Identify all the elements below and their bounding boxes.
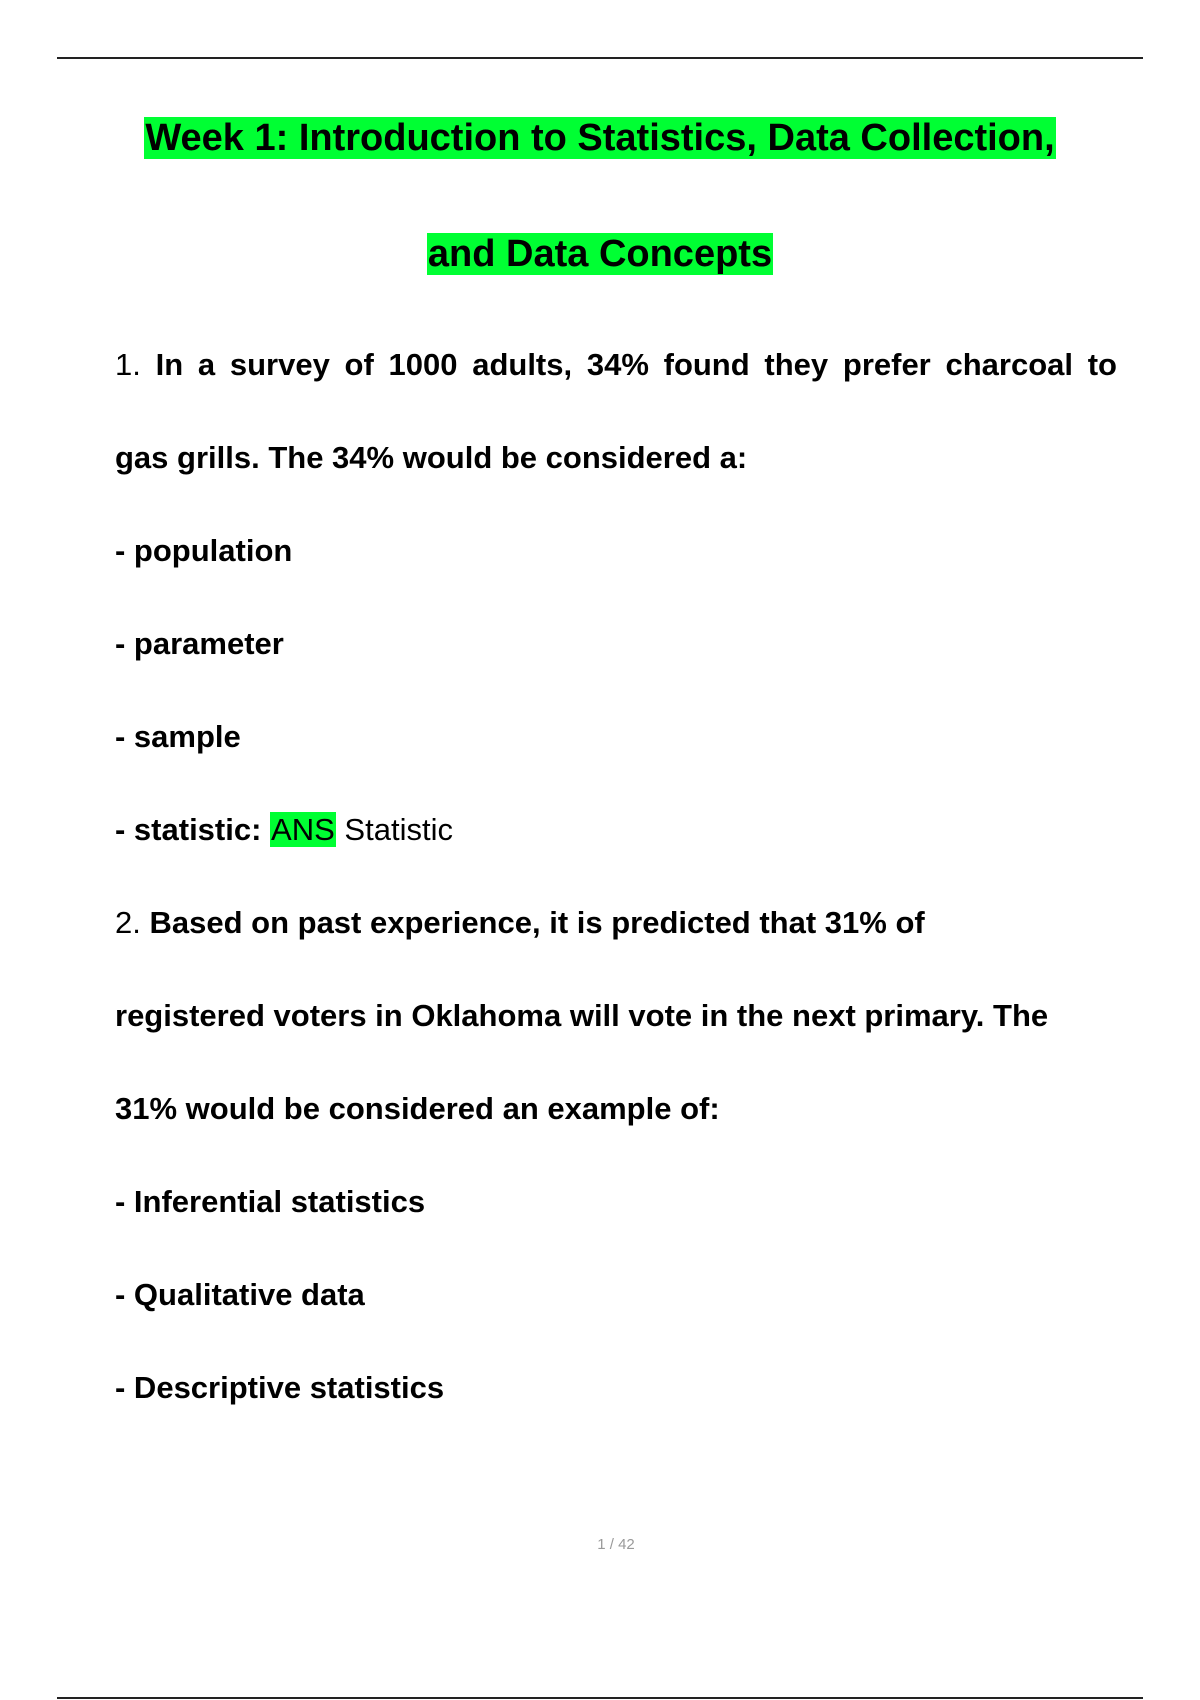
title-highlight-2: and Data Concepts: [427, 233, 773, 275]
question-1-option-4-label: - statistic:: [115, 812, 262, 847]
question-2-line-2: registered voters in Oklahoma will vote in the next primary. The: [115, 998, 1049, 1033]
question-1-option-3: - sample: [115, 719, 241, 754]
question-1-option-4: [115, 810, 453, 850]
answer-tag: ANS: [271, 812, 335, 847]
question-2-number: 2.: [115, 905, 141, 940]
title-highlight-1: Week 1: Introduction to Statistics, Data Collection,: [145, 117, 1055, 159]
bottom-rule: [57, 1697, 1143, 1699]
question-2-option-3: - Descriptive statistics: [115, 1370, 445, 1405]
question-1-option-2: - parameter: [115, 626, 284, 661]
question-2-line-1: [115, 903, 925, 943]
question-1-line-1: [115, 345, 1117, 385]
question-2-option-2: - Qualitative data: [115, 1277, 365, 1312]
page-title-line-1: [0, 116, 1200, 160]
top-rule: [57, 57, 1143, 59]
answer-text: Statistic: [344, 812, 453, 847]
page-title-line-2: [0, 232, 1200, 276]
page-indicator: 1 / 42: [597, 1536, 635, 1553]
question-1-option-1: - population: [115, 533, 293, 568]
question-2-option-1: - Inferential statistics: [115, 1184, 426, 1219]
question-1-number: 1.: [115, 347, 141, 382]
question-1-text-line-1: In a survey of 1000 adults, 34% found they prefer charcoal to: [155, 347, 1117, 382]
question-1-line-2: gas grills. The 34% would be considered a:: [115, 440, 748, 475]
question-2-text-line-1: Based on past experience, it is predicted that 31% of: [149, 905, 925, 940]
question-2-line-3: 31% would be considered an example of:: [115, 1091, 720, 1126]
